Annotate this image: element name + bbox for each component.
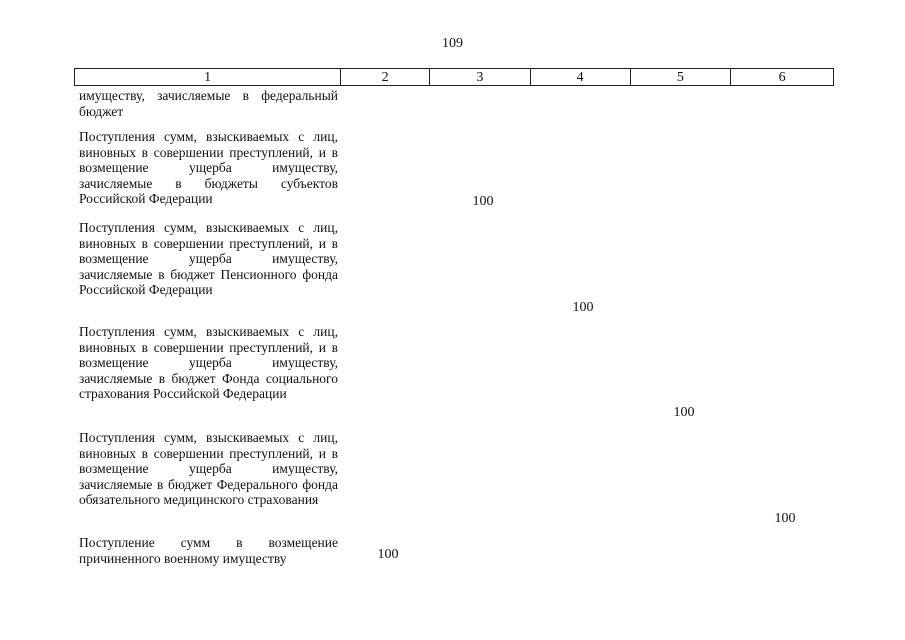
column-header-6: 6	[778, 70, 786, 85]
table-row-description: имуществу, зачисляемые в федеральный бюджет	[79, 88, 338, 119]
table-cell-value-col2: 100	[377, 547, 399, 562]
table-cell-value-col4: 100	[572, 300, 594, 315]
table-row-description: Поступления сумм, взыскиваемых с лиц, виновных в совершении преступлений, и в возмещение ущерба имуществу, зачисляемые в бюджеты субъектов Российской Федерации	[79, 129, 338, 207]
table-row-description: Поступления сумм, взыскиваемых с лиц, виновных в совершении преступлений, и в возмещение ущерба имуществу, зачисляемые в бюджет Пенсионного фонда Российской Федерации	[79, 220, 338, 298]
column-header-4: 4	[531, 69, 631, 85]
table-cell-value-col6: 100	[774, 511, 796, 526]
page-number: 109	[442, 36, 463, 51]
table-row-description: Поступления сумм, взыскиваемых с лиц, виновных в совершении преступлений, и в возмещение ущерба имуществу, зачисляемые в бюджет Фонда социального страхования Российской Федерации	[79, 324, 338, 402]
column-header-5: 5	[631, 69, 732, 85]
table-cell-value-col3: 100	[472, 194, 494, 209]
table-cell-value-col5: 100	[673, 405, 695, 420]
table-row-description: Поступления сумм, взыскиваемых с лиц, виновных в совершении преступлений, и в возмещение ущерба имуществу, зачисляемые в бюджет Федерального фонда обязательного медицинского страхования	[79, 430, 338, 508]
table-header	[74, 68, 834, 86]
column-header-1: 1	[75, 69, 341, 85]
table-row-description: Поступление сумм в возмещение причиненного военному имуществу	[79, 535, 338, 566]
column-header-2: 2	[341, 69, 430, 85]
column-header-3: 3	[430, 69, 531, 85]
